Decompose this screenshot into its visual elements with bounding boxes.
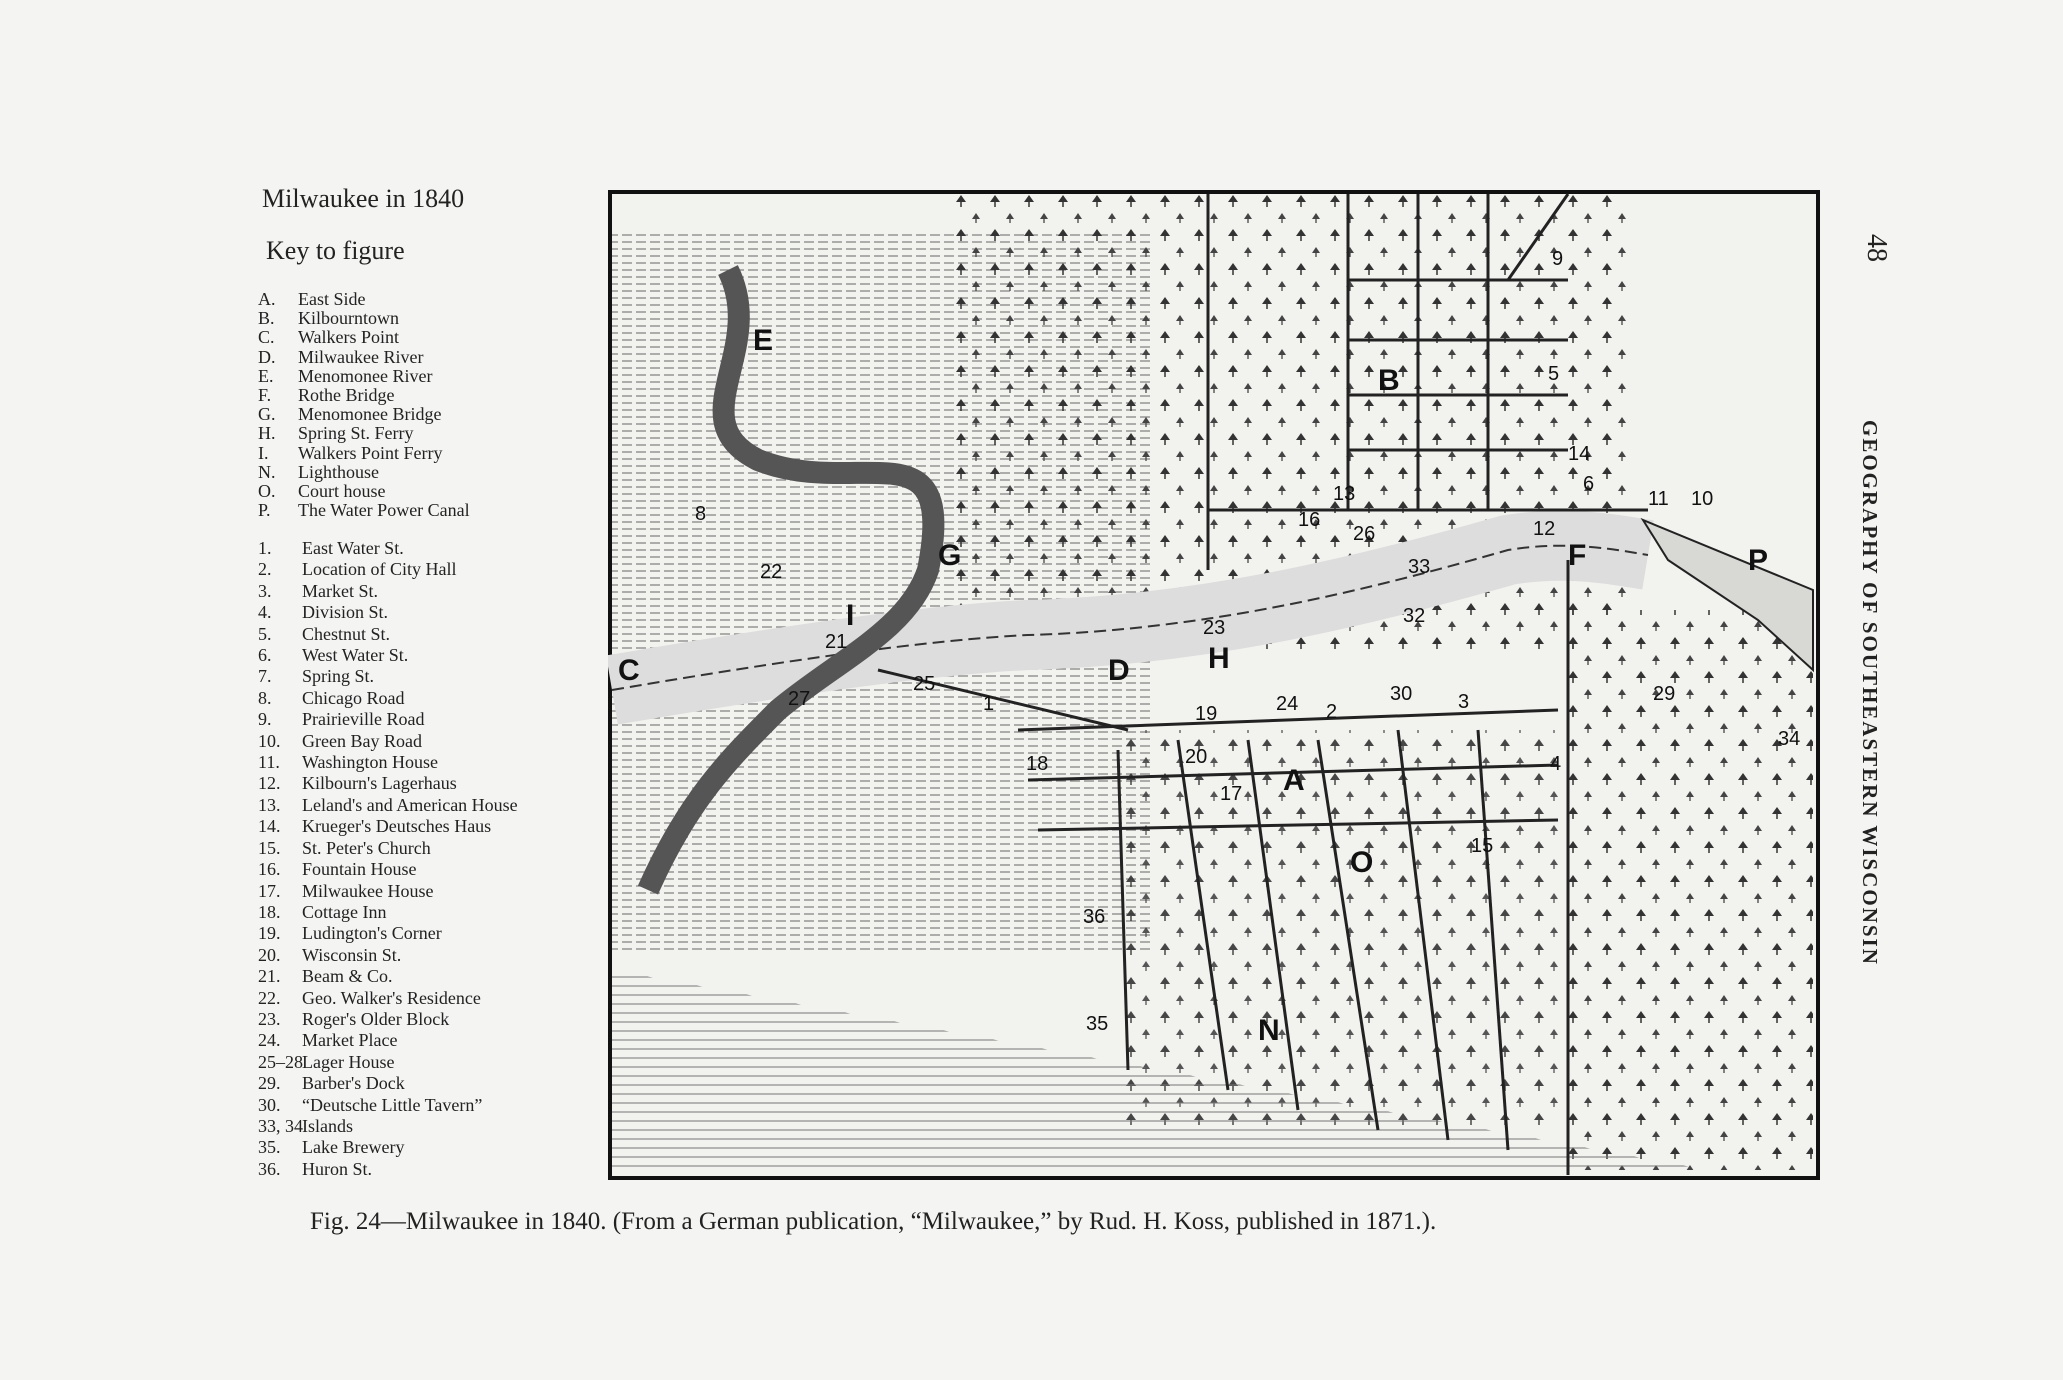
- key-item: 7. Spring St.: [258, 666, 375, 687]
- map-label-36: 36: [1083, 906, 1106, 928]
- map-label-22: 22: [760, 561, 783, 583]
- key-item: O. Court house: [258, 481, 386, 502]
- map-label-17: 17: [1220, 783, 1243, 805]
- key-item: H. Spring St. Ferry: [258, 423, 414, 444]
- map-label-b: B: [1378, 364, 1400, 397]
- key-item: 8. Chicago Road: [258, 687, 405, 708]
- map-label-10: 10: [1691, 488, 1714, 510]
- figure-caption: Fig. 24—Milwaukee in 1840. (From a German publication, “Milwaukee,” by Rud. H. Koss, published in 1871.).: [310, 1208, 1437, 1235]
- key-item: 15. St. Peter's Church: [258, 837, 431, 858]
- key-item: A. East Side: [258, 289, 366, 309]
- map-label-16: 16: [1298, 509, 1321, 531]
- key-item: E. Menomonee River: [258, 365, 433, 386]
- key-item: 1. East Water St.: [258, 538, 404, 558]
- map-label-1-street: 1: [983, 693, 995, 715]
- key-item: 24. Market Place: [258, 1030, 398, 1051]
- map-label-24: 24: [1276, 693, 1299, 715]
- map-label-9: 9: [1552, 248, 1564, 270]
- map-label-6: 6: [1583, 473, 1595, 495]
- map-label-4: 4: [1550, 753, 1562, 775]
- map-label-p: P: [1748, 544, 1769, 577]
- map-label-f: F: [1568, 539, 1587, 572]
- key-item: 30. “Deutsche Little Tavern”: [258, 1094, 483, 1115]
- map-label-33: 33: [1408, 556, 1431, 578]
- key-item: 11. Washington House: [258, 752, 439, 773]
- map-label-25: 25: [913, 673, 936, 695]
- map-label-d: D: [1108, 654, 1130, 687]
- forest-east: [1568, 610, 1813, 1170]
- map-label-34: 34: [1778, 728, 1801, 750]
- key-subtitle: Key to figure: [266, 236, 405, 265]
- key-item: 17. Milwaukee House: [258, 880, 434, 901]
- map-label-32: 32: [1403, 605, 1426, 627]
- key-item: C. Walkers Point: [258, 327, 400, 348]
- map-label-30: 30: [1390, 683, 1413, 705]
- key-item: 36. Huron St.: [258, 1158, 373, 1179]
- map-label-27: 27: [788, 688, 811, 710]
- map-label-18: 18: [1026, 753, 1049, 775]
- map-label-20: 20: [1185, 746, 1208, 768]
- key-item: 3. Market St.: [258, 580, 378, 601]
- map-label-35: 35: [1086, 1013, 1109, 1035]
- key-item: P. The Water Power Canal: [258, 500, 470, 521]
- key-item: 25–28 Lager House: [258, 1051, 395, 1072]
- key-item: 12. Kilbourn's Lagerhaus: [258, 773, 457, 794]
- key-item: N. Lighthouse: [258, 461, 379, 482]
- key-item: 13. Leland's and American House: [258, 794, 518, 815]
- map-label-h: H: [1208, 642, 1230, 675]
- map-label-e: E: [753, 324, 774, 357]
- key-item: 22. Geo. Walker's Residence: [258, 987, 481, 1008]
- key-number-list: [258, 538, 518, 1180]
- key-letter-list: [258, 290, 470, 520]
- running-head: GEOGRAPHY OF SOUTHEASTERN WISCONSIN: [1858, 420, 1882, 966]
- map-label-11: 11: [1648, 488, 1669, 510]
- key-item: F. Rothe Bridge: [258, 385, 395, 406]
- map-label-29: 29: [1653, 683, 1676, 705]
- key-title: Milwaukee in 1840: [262, 184, 465, 213]
- map-label-g: G: [938, 539, 962, 572]
- key-item: I. Walkers Point Ferry: [258, 442, 443, 463]
- key-item: 20. Wisconsin St.: [258, 944, 402, 965]
- page-number: 48: [1861, 234, 1892, 262]
- key-item: 6. West Water St.: [258, 645, 409, 666]
- map-label-12: 12: [1533, 518, 1556, 540]
- map-label-3: 3: [1458, 691, 1470, 713]
- map-label-c: C: [618, 654, 640, 687]
- key-item: 5. Chestnut St.: [258, 623, 391, 644]
- key-item: 4. Division St.: [258, 602, 389, 623]
- key-item: G. Menomonee Bridge: [258, 404, 442, 425]
- key-item: 35. Lake Brewery: [258, 1137, 405, 1158]
- key-item: D. Milwaukee River: [258, 346, 424, 367]
- key-item: 29. Barber's Dock: [258, 1073, 405, 1094]
- key-item: 23. Roger's Older Block: [258, 1008, 450, 1029]
- map-label-26: 26: [1353, 523, 1376, 545]
- map-label-5: 5: [1548, 363, 1560, 385]
- map-label-2: 2: [1326, 701, 1338, 723]
- key-item: 21. Beam & Co.: [258, 966, 393, 987]
- map-label-19: 19: [1195, 703, 1218, 725]
- map-label-a: A: [1283, 764, 1305, 797]
- map-label-23: 23: [1203, 617, 1226, 639]
- map-label-21: 21: [825, 631, 848, 653]
- key-item: 19. Ludington's Corner: [258, 923, 442, 944]
- key-item: 14. Krueger's Deutsches Haus: [258, 816, 492, 837]
- map-label-o: O: [1350, 846, 1374, 879]
- key-item: 10. Green Bay Road: [258, 730, 422, 751]
- key-item: 2. Location of City Hall: [258, 559, 457, 580]
- key-item: B. Kilbourntown: [258, 308, 399, 329]
- map-label-15: 15: [1471, 835, 1494, 857]
- milwaukee-1840-map: [608, 190, 1820, 1180]
- key-item: 9. Prairieville Road: [258, 709, 425, 730]
- key-item: 18. Cottage Inn: [258, 901, 387, 922]
- map-label-8: 8: [695, 503, 707, 525]
- map-label-1: 14: [1568, 443, 1591, 465]
- map-label-i: I: [846, 599, 855, 632]
- map-label-n: N: [1258, 1014, 1280, 1047]
- key-item: 16. Fountain House: [258, 859, 417, 880]
- map-label-13: 13: [1333, 483, 1356, 505]
- key-item: 33, 34 Islands: [258, 1115, 353, 1136]
